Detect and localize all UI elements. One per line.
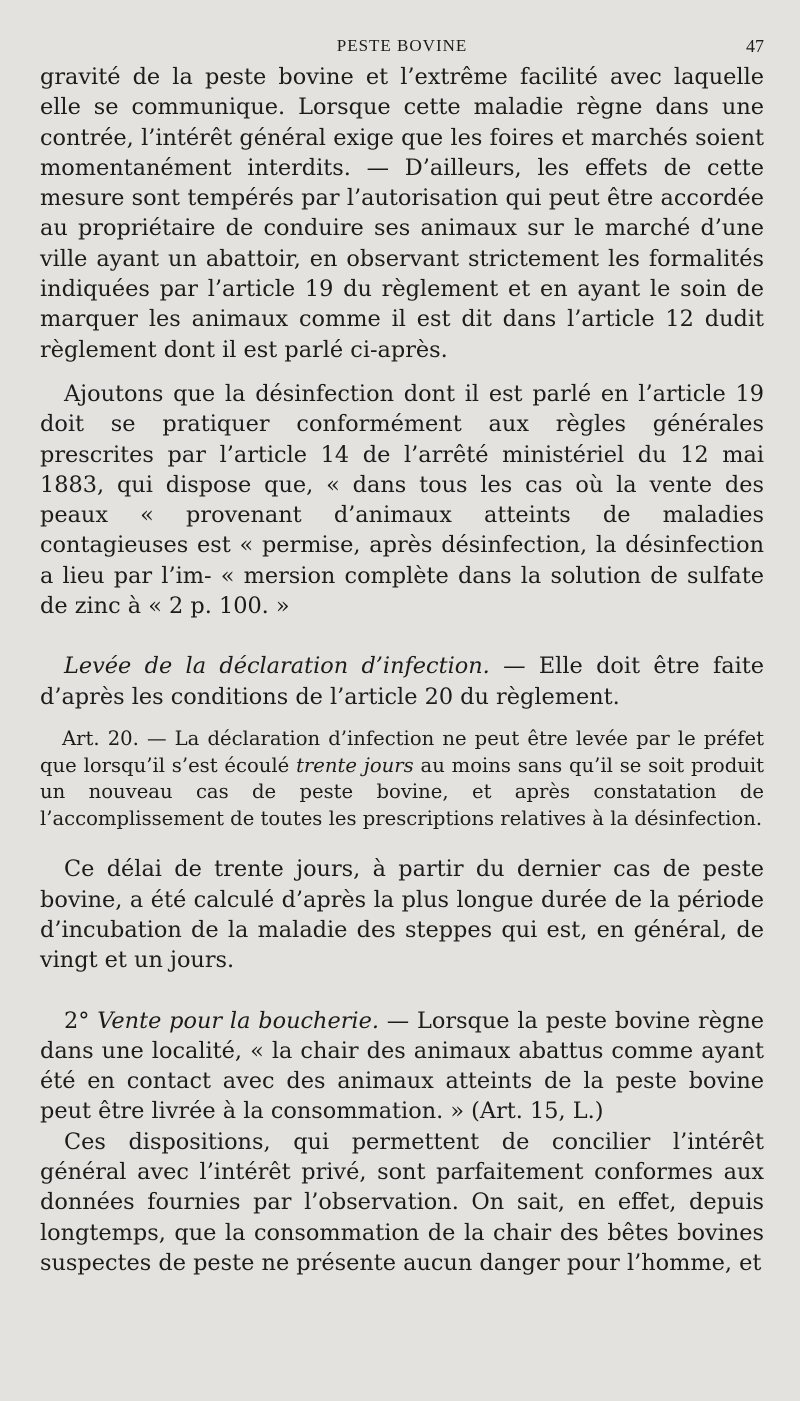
paragraph-continuation: gravité de la peste bovine et l’extrême facilité avec laquelle elle se communique. Lorsque cette maladie règne dans une contrée, l’intérêt général exige que les foires et marchés soient momentanément interdits. — D’ailleurs, les effets de cette mesure sont tempérés par l’autorisation qui peut être accordée au propriétaire de conduire ses animaux sur le marché d’une ville ayant un abattoir, en observant strictement les formalités indiquées par l’article 19 du règlement et en ayant le soin de marquer les animaux comme il est dit dans l’article 12 dudit règlement dont il est parlé ci-après. xyxy=(40,64,764,363)
paragraph-delai: Ce délai de trente jours, à partir du dernier cas de peste bovine, a été calculé d’après la plus longue durée de la période d’incubation de la maladie des steppes qui est, en général, de vingt et un jours. xyxy=(40,856,764,974)
article-20-text-post: au moins sans qu’il se soit produit un nouveau cas de peste bovine, et après constatation de l’accomplissement de toutes les prescriptions relatives à la désinfection. xyxy=(40,753,764,830)
paragraph-levee-text: — Elle doit être faite d’après les conditions de l’article 20 du règlement. xyxy=(40,653,764,710)
paragraph-levee xyxy=(40,651,764,712)
paragraph-dispositions: Ces dispositions, qui permettent de concilier l’intérêt général avec l’intérêt privé, sont parfaitement conformes aux données fournies par l’observation. On sait, en effet, depuis longtemps, que la consommation de la chair des bêtes bovines suspectes de peste ne présente aucun danger pour l’homme, et xyxy=(40,1128,764,1276)
article-20-emphasis: trente jours xyxy=(296,753,414,777)
section-number: 2° xyxy=(64,1007,90,1034)
section-heading-boucherie: Vente pour la boucherie. xyxy=(89,1007,379,1034)
running-title: PESTE BOVINE xyxy=(336,36,468,55)
article-20-quote xyxy=(40,726,764,832)
paragraph-disinfection: Ajoutons que la désinfection dont il est parlé en l’article 19 doit se pratiquer conformément aux règles générales prescrites par l’article 14 de l’arrêté ministériel du 12 mai 1883, qui dispose que, « dans tous les cas où la vente des peaux « provenant d’animaux atteints de maladies contagieuses est « permise, après désinfection, la désinfection a lieu par l’im- « mersion complète dans la solution de sulfate de zinc à « 2 p. 100. » xyxy=(40,380,764,620)
paragraph-boucherie xyxy=(40,1006,764,1127)
section-heading-levee: Levée de la déclaration d’infection. xyxy=(64,653,490,680)
page-header xyxy=(40,28,764,62)
paragraph-boucherie-text: — Lorsque la peste bovine règne dans une localité, « la chair des animaux abattus comme ayant été en contact avec des animaux atteints de la peste bovine peut être livrée à la consommation. » (Art. 15, L.) xyxy=(40,1007,764,1125)
article-20-text-pre: Art. 20. — La déclaration d’infection ne peut être levée par le préfet que lorsqu’il s’est écoulé xyxy=(40,726,764,777)
page-number: 47 xyxy=(746,36,764,56)
